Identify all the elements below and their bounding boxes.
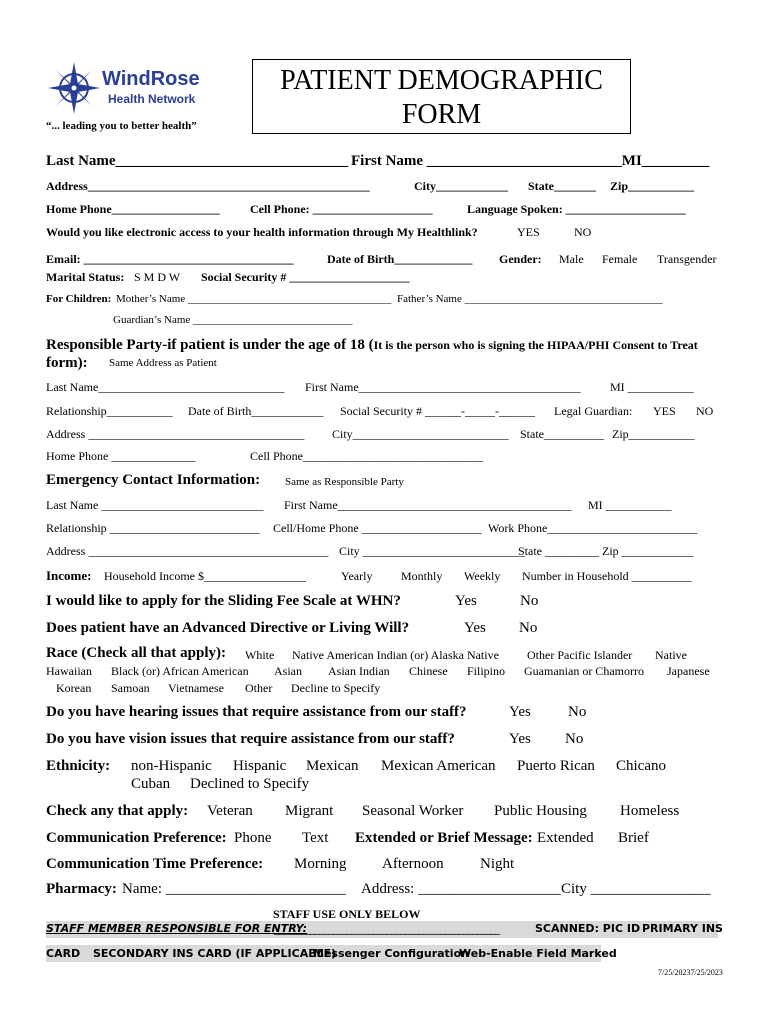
primary-ins-label[interactable]: PRIMARY INS — [642, 922, 723, 935]
same-as-responsible-option[interactable]: Same as Responsible Party — [285, 476, 404, 488]
advanced-directive-no[interactable]: No — [519, 620, 538, 636]
race-option[interactable]: Other Pacific Islander — [527, 648, 633, 662]
logo-subtitle: Health Network — [108, 92, 196, 106]
ssn-field[interactable]: Social Security # ____________________ — [201, 270, 410, 284]
same-address-option[interactable]: Same Address as Patient — [109, 357, 217, 369]
rp-home-phone-field[interactable]: Home Phone ______________ — [46, 449, 196, 463]
healthlink-question: Would you like electronic access to your health information through My Healthlink? — [46, 225, 478, 239]
ethnicity-option[interactable]: Chicano — [616, 758, 666, 774]
mothers-name-field[interactable]: Mother’s Name _____________________________________ — [116, 293, 392, 305]
household-income-field[interactable]: Household Income $_________________ — [104, 569, 306, 583]
race-option[interactable]: Vietnamese — [168, 681, 224, 695]
sliding-fee-question: I would like to apply for the Sliding Fee Scale at WHN? — [46, 593, 401, 609]
race-option[interactable]: Samoan — [111, 681, 150, 695]
address-field[interactable]: Address_______________________________________________ — [46, 179, 370, 193]
staff-responsible-label: STAFF MEMBER RESPONSIBLE FOR ENTRY: — [46, 922, 308, 935]
dob-field[interactable]: Date of Birth_____________ — [327, 252, 473, 266]
advanced-directive-question: Does patient have an Advanced Directive or Living Will? — [46, 620, 410, 636]
ec-work-phone-field[interactable]: Work Phone_________________________ — [488, 521, 698, 535]
healthlink-no-option[interactable]: NO — [574, 225, 592, 239]
messenger-config-label[interactable]: Messenger Configuration — [313, 947, 469, 960]
race-option[interactable]: Guamanian or Chamorro — [524, 664, 644, 678]
ethnicity-option[interactable]: non-Hispanic — [131, 758, 212, 774]
gender-male-option[interactable]: Male — [559, 252, 584, 266]
ethnicity-option[interactable]: Declined to Specify — [190, 776, 310, 792]
income-monthly-option[interactable]: Monthly — [401, 569, 443, 583]
extended-brief-label: Extended or Brief Message: — [355, 830, 533, 846]
rp-mi-field[interactable]: MI ___________ — [610, 380, 694, 394]
scanned-pic-id-label[interactable]: SCANNED: PIC ID — [535, 922, 641, 935]
ethnicity-label: Ethnicity: — [46, 758, 111, 774]
staff-responsible-line[interactable]: __________________________________________________ — [274, 922, 499, 935]
card-label[interactable]: CARD — [46, 947, 81, 960]
vision-question: Do you have vision issues that require assistance from our staff? — [46, 731, 455, 747]
time-afternoon-option[interactable]: Afternoon — [382, 856, 444, 872]
form-title-line1: PATIENT DEMOGRAPHIC — [280, 65, 603, 96]
communication-pref-label: Communication Preference: — [46, 830, 227, 846]
rp-first-name-field[interactable]: First Name_____________________________________ — [305, 380, 581, 394]
healthlink-yes-option[interactable]: YES — [517, 225, 540, 239]
comm-brief-option[interactable]: Brief — [618, 830, 649, 846]
hearing-no[interactable]: No — [568, 704, 587, 720]
check-any-option[interactable]: Public Housing — [494, 803, 587, 819]
race-option[interactable]: Hawaiian — [46, 664, 92, 678]
responsible-heading-end: form): — [46, 355, 88, 371]
check-any-option[interactable]: Migrant — [285, 803, 334, 819]
zip-field[interactable]: Zip___________ — [610, 179, 695, 193]
race-option[interactable]: Decline to Specify — [291, 681, 381, 695]
ec-relationship-field[interactable]: Relationship _________________________ — [46, 521, 260, 535]
advanced-directive-yes[interactable]: Yes — [464, 620, 486, 636]
pharmacy-address-field[interactable]: Address: ___________________ — [361, 881, 561, 897]
vision-yes[interactable]: Yes — [509, 731, 531, 747]
pharmacy-label: Pharmacy: — [46, 881, 117, 897]
check-any-option[interactable]: Seasonal Worker — [362, 803, 464, 819]
staff-use-heading: STAFF USE ONLY BELOW — [273, 907, 421, 921]
home-phone-field[interactable]: Home Phone__________________ — [46, 202, 220, 216]
form-title-box — [252, 59, 631, 134]
ec-first-name-field[interactable]: First Name_______________________________________ — [284, 498, 572, 512]
race-option[interactable]: Japanese — [667, 664, 710, 678]
check-any-option[interactable]: Veteran — [207, 803, 253, 819]
logo-name: WindRose — [102, 68, 200, 90]
race-option[interactable]: Asian — [274, 664, 302, 678]
ec-state-field[interactable]: State _________ — [518, 544, 599, 558]
rp-address-field[interactable]: Address ____________________________________ — [46, 427, 305, 441]
ethnicity-option[interactable]: Mexican — [306, 758, 359, 774]
tagline: “... leading you to better health” — [46, 120, 197, 132]
race-option[interactable]: Black (or) African American — [111, 664, 249, 678]
gender-transgender-option[interactable]: Transgender — [657, 252, 717, 266]
legal-guardian-no[interactable]: NO — [696, 404, 714, 418]
time-morning-option[interactable]: Morning — [294, 856, 347, 872]
income-weekly-option[interactable]: Weekly — [464, 569, 501, 583]
city-field[interactable]: City____________ — [414, 179, 508, 193]
web-enable-label[interactable]: Web-Enable Field Marked — [459, 947, 617, 960]
income-yearly-option[interactable]: Yearly — [341, 569, 373, 583]
legal-guardian-yes[interactable]: YES — [653, 404, 676, 418]
rp-relationship-field[interactable]: Relationship___________ — [46, 404, 173, 418]
guardians-name-field[interactable]: Guardian’s Name _____________________________ — [113, 314, 353, 326]
gender-label: Gender: — [499, 252, 542, 266]
first-name-field[interactable]: First Name __________________________MI_________ — [351, 153, 710, 169]
ethnicity-option[interactable]: Cuban — [131, 776, 171, 792]
rp-city-field[interactable]: City__________________________ — [332, 427, 509, 441]
race-option[interactable]: Asian Indian — [328, 664, 390, 678]
pharmacy-city-field[interactable]: City ________________ — [561, 881, 711, 897]
responsible-party-heading — [46, 336, 698, 354]
gender-female-option[interactable]: Female — [602, 252, 638, 266]
comm-extended-option[interactable]: Extended — [537, 830, 594, 846]
race-option[interactable]: White — [245, 648, 275, 662]
sliding-fee-yes[interactable]: Yes — [455, 593, 477, 609]
emergency-contact-heading: Emergency Contact Information: — [46, 472, 261, 488]
marital-status-options[interactable]: S M D W — [134, 270, 181, 284]
rp-zip-field[interactable]: Zip___________ — [612, 427, 695, 441]
ec-zip-field[interactable]: Zip ____________ — [602, 544, 694, 558]
state-field[interactable]: State_______ — [528, 179, 596, 193]
comm-text-option[interactable]: Text — [302, 830, 329, 846]
vision-no[interactable]: No — [565, 731, 584, 747]
comm-phone-option[interactable]: Phone — [234, 830, 272, 846]
race-option[interactable]: Native American Indian (or) Alaska Native — [292, 648, 499, 662]
secondary-ins-label[interactable]: SECONDARY INS CARD (IF APPLICABLE) — [93, 947, 337, 960]
logo — [46, 60, 226, 120]
email-field[interactable]: Email: ___________________________________ — [46, 252, 294, 266]
income-label: Income: — [46, 568, 92, 583]
for-children-label: For Children: — [46, 293, 112, 305]
rp-last-name-field[interactable]: Last Name_______________________________ — [46, 380, 285, 394]
ec-last-name-field[interactable]: Last Name ___________________________ — [46, 498, 264, 512]
household-number-field[interactable]: Number in Household __________ — [522, 569, 692, 583]
race-option[interactable]: Other — [245, 681, 273, 695]
rp-cell-phone-field[interactable]: Cell Phone______________________________ — [250, 449, 483, 463]
check-any-label: Check any that apply: — [46, 803, 189, 819]
legal-guardian-label: Legal Guardian: — [554, 404, 633, 418]
form-title-line2: FORM — [401, 99, 482, 130]
marital-status-label: Marital Status: — [46, 270, 125, 284]
race-option[interactable]: Korean — [56, 681, 92, 695]
communication-time-label: Communication Time Preference: — [46, 856, 264, 872]
ethnicity-option[interactable]: Hispanic — [233, 758, 287, 774]
race-option[interactable]: Filipino — [467, 664, 506, 678]
rp-dob-field[interactable]: Date of Birth____________ — [188, 404, 324, 418]
race-label: Race (Check all that apply): — [46, 645, 226, 661]
ethnicity-option[interactable]: Mexican American — [381, 758, 496, 774]
race-option[interactable]: Native — [655, 648, 687, 662]
cell-phone-field[interactable]: Cell Phone: ____________________ — [250, 202, 433, 216]
ec-address-field[interactable]: Address ________________________________________ — [46, 544, 329, 558]
sliding-fee-no[interactable]: No — [520, 593, 539, 609]
ethnicity-option[interactable]: Puerto Rican — [517, 758, 595, 774]
time-night-option[interactable]: Night — [480, 856, 515, 872]
fathers-name-field[interactable]: Father’s Name ____________________________________ — [397, 293, 663, 305]
hearing-question: Do you have hearing issues that require assistance from our staff? — [46, 704, 467, 720]
ec-cell-home-field[interactable]: Cell/Home Phone ____________________ — [273, 521, 482, 535]
responsible-heading-note: It is the person who is signing the HIPAA/PHI Consent to Treat — [373, 338, 698, 352]
footer-date: 7/25/20237/25/2023 — [658, 968, 723, 977]
responsible-heading-text: Responsible Party-if patient is under the age of 18 ( — [46, 337, 374, 353]
compass-rose-icon — [46, 60, 102, 116]
ec-city-field[interactable]: City ___________________________ — [339, 544, 525, 558]
check-any-option[interactable]: Homeless — [620, 803, 680, 819]
hearing-yes[interactable]: Yes — [509, 704, 531, 720]
race-option[interactable]: Chinese — [409, 664, 448, 678]
rp-state-field[interactable]: State__________ — [520, 427, 604, 441]
last-name-field[interactable]: Last Name_______________________________ — [46, 153, 349, 169]
rp-ssn-field[interactable]: Social Security # ______-_____-______ — [340, 404, 535, 418]
pharmacy-name-field[interactable]: Name: ________________________ — [122, 881, 346, 897]
ec-mi-field[interactable]: MI ___________ — [588, 498, 672, 512]
language-field[interactable]: Language Spoken: ____________________ — [467, 202, 686, 216]
